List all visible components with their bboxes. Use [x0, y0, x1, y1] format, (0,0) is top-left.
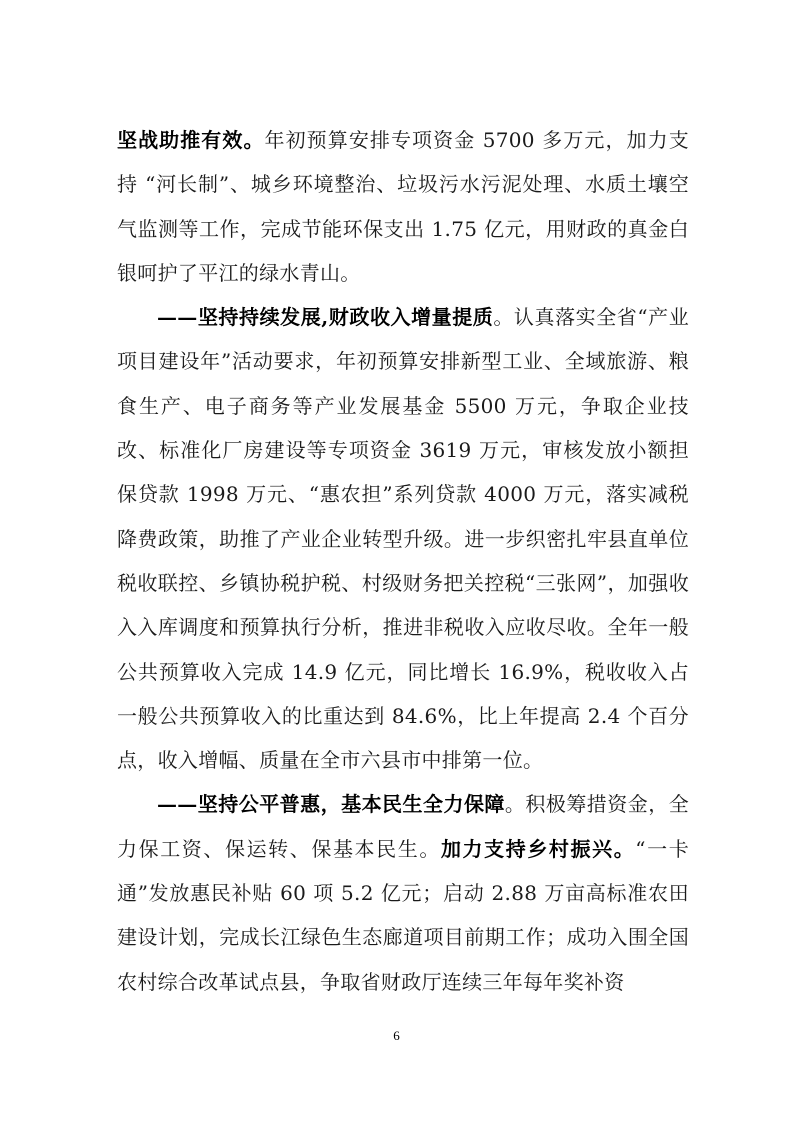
paragraph-text: “一卡通”发放惠民补贴 60 项 5.2 亿元；启动 2.88 万亩高标准农田建设计划，完成长江绿色生态廊道项目前期工作；成功入围全国农村综合改革试点县，争取省财政厅连续三年每年奖补资: [117, 836, 690, 994]
paragraph-text: 年初预算安排专项资金 5700 多万元，加力支持 “河长制”、城乡环境整治、垃圾污水污泥处理、水质土壤空气监测等工作，完成节能环保支出 1.75 亿元，用财政的真金白银呵护了平江的绿水青山。: [117, 128, 689, 285]
paragraph-bold-inline: 加力支持乡村振兴。: [440, 836, 636, 861]
paragraph-bold-lead: ——坚持持续发展,财政收入增量提质: [157, 305, 494, 330]
paragraph-text: 。积极筹措资金，全力保工资、保运转、保基本民生。: [117, 792, 690, 861]
paragraph-revenue: [117, 295, 689, 782]
page-number: 6: [393, 1028, 400, 1043]
paragraph-bold-lead: 坚战助推有效。: [117, 128, 265, 152]
paragraph-livelihood: [117, 782, 689, 1003]
paragraph-environment: [117, 118, 689, 295]
document-body: [117, 118, 689, 1004]
paragraph-text: 。认真落实全省“产业项目建设年”活动要求，年初预算安排新型工业、全域旅游、粮食生产、电子商务等产业发展基金 5500 万元，争取企业技改、标准化厂房建设等专项资金 3619 万元，审核发放小额担保贷款 1998 万元、“惠农担”系列贷款 4000 万元，落实减税降费政策，助推了产业企业转型升级。进一步织密扎牢县直单位税收联控、乡镇协税护税、村级财务把关控税“三张网”，加强收入入库调度和预算执行分析，推进非税收入应收尽收。全年一般公共预算收入完成 14.9 亿元，同比增长 16.9%，税收收入占一般公共预算收入的比重达到 84.6%，比上年提高 2.4 个百分点，收入增幅、质量在全市六县市中排第一位。: [117, 305, 689, 773]
paragraph-bold-lead: ——坚持公平普惠，基本民生全力保障: [157, 792, 505, 817]
